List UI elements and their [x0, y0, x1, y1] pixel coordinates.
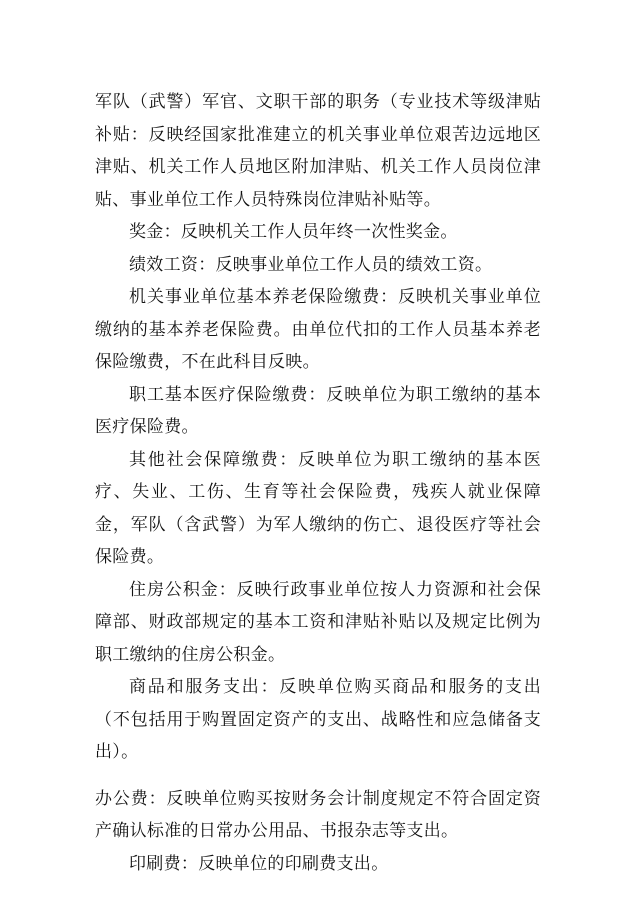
paragraph: 绩效工资：反映事业单位工作人员的绩效工资。 — [129, 254, 493, 274]
paragraph: 奖金：反映机关工作人员年终一次性奖金。 — [129, 222, 458, 241]
paragraph: 职工基本医疗保险缴费：反映单位为职工缴纳的基本医疗保险费。 — [95, 384, 541, 436]
paragraph: 其他社会保障缴费：反映单位为职工缴纳的基本医疗、失业、工伤、生育等社会保险费，残疾人就业保障金，军队（含武警）为军人缴纳的伤亡、退役医疗等社会保险费。 — [95, 449, 541, 566]
paragraph: 办公费：反映单位购买按财务会计制度规定不符合固定资产确认标准的日常办公用品、书报杂志等支出。 — [95, 788, 541, 840]
document-body — [95, 86, 541, 880]
paragraph: 军队（武警）军官、文职干部的职务（专业技术等级津贴补贴：反映经国家批准建立的机关事业单位艰苦边远地区津贴、机关工作人员地区附加津贴、机关工作人员岗位津贴、事业单位工作人员特殊岗位津贴补贴等。 — [95, 92, 541, 209]
paragraph: 住房公积金：反映行政事业单位按人力资源和社会保障部、财政部规定的基本工资和津贴补贴以及规定比例为职工缴纳的住房公积金。 — [95, 579, 541, 664]
paragraph: 印刷费：反映单位的印刷费支出。 — [129, 853, 389, 873]
paragraph: 机关事业单位基本养老保险缴费：反映机关事业单位缴纳的基本养老保险费。由单位代扣的工作人员基本养老保险缴费，不在此科目反映。 — [95, 287, 541, 371]
paragraph: 商品和服务支出：反映单位购买商品和服务的支出（不包括用于购置固定资产的支出、战略性和应急储备支出）。 — [95, 677, 541, 761]
